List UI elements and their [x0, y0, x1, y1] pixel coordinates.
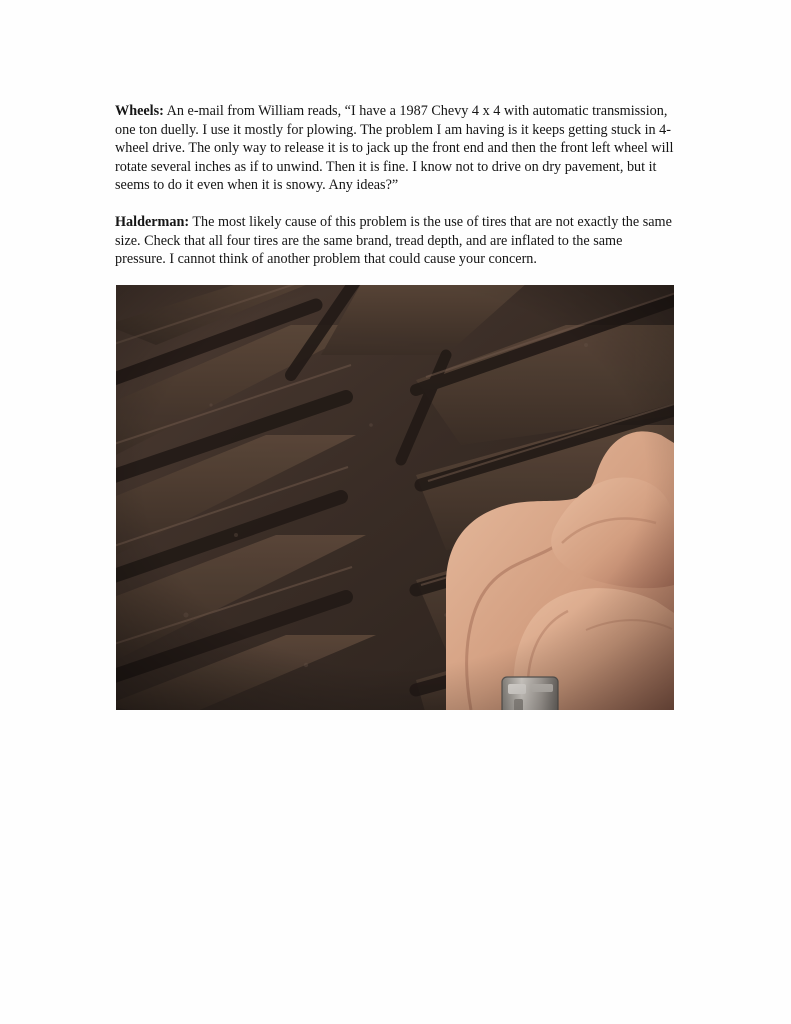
answer-text: The most likely cause of this problem is the use of tires that are not exactly the same size. Check that all four tires are the same brand, tread depth, and are inflated to the same pressure. I cannot think of another problem that could cause your concern.: [115, 214, 672, 268]
photo-illustration: [116, 285, 674, 710]
qa-block-answer: [115, 213, 675, 268]
qa-block-question: [115, 102, 675, 194]
tire-tread-depth-gauge-photo: [116, 285, 674, 710]
question-text: An e-mail from William reads, “I have a 1987 Chevy 4 x 4 with automatic transmission, one ton duelly. I use it mostly for plowing. The problem I am having is it keeps getting stuck in 4-wheel drive. The only way to release it is to jack up the front end and then the front left wheel will rotate several inches as if to unwind. Then it is fine. I know not to drive on dry pavement, but it seems to do it even when it is snowy. Any ideas?”: [115, 103, 674, 193]
speaker-label-wheels: Wheels:: [115, 103, 164, 120]
speaker-label-halderman: Halderman:: [115, 214, 190, 231]
document-body: [115, 88, 675, 288]
